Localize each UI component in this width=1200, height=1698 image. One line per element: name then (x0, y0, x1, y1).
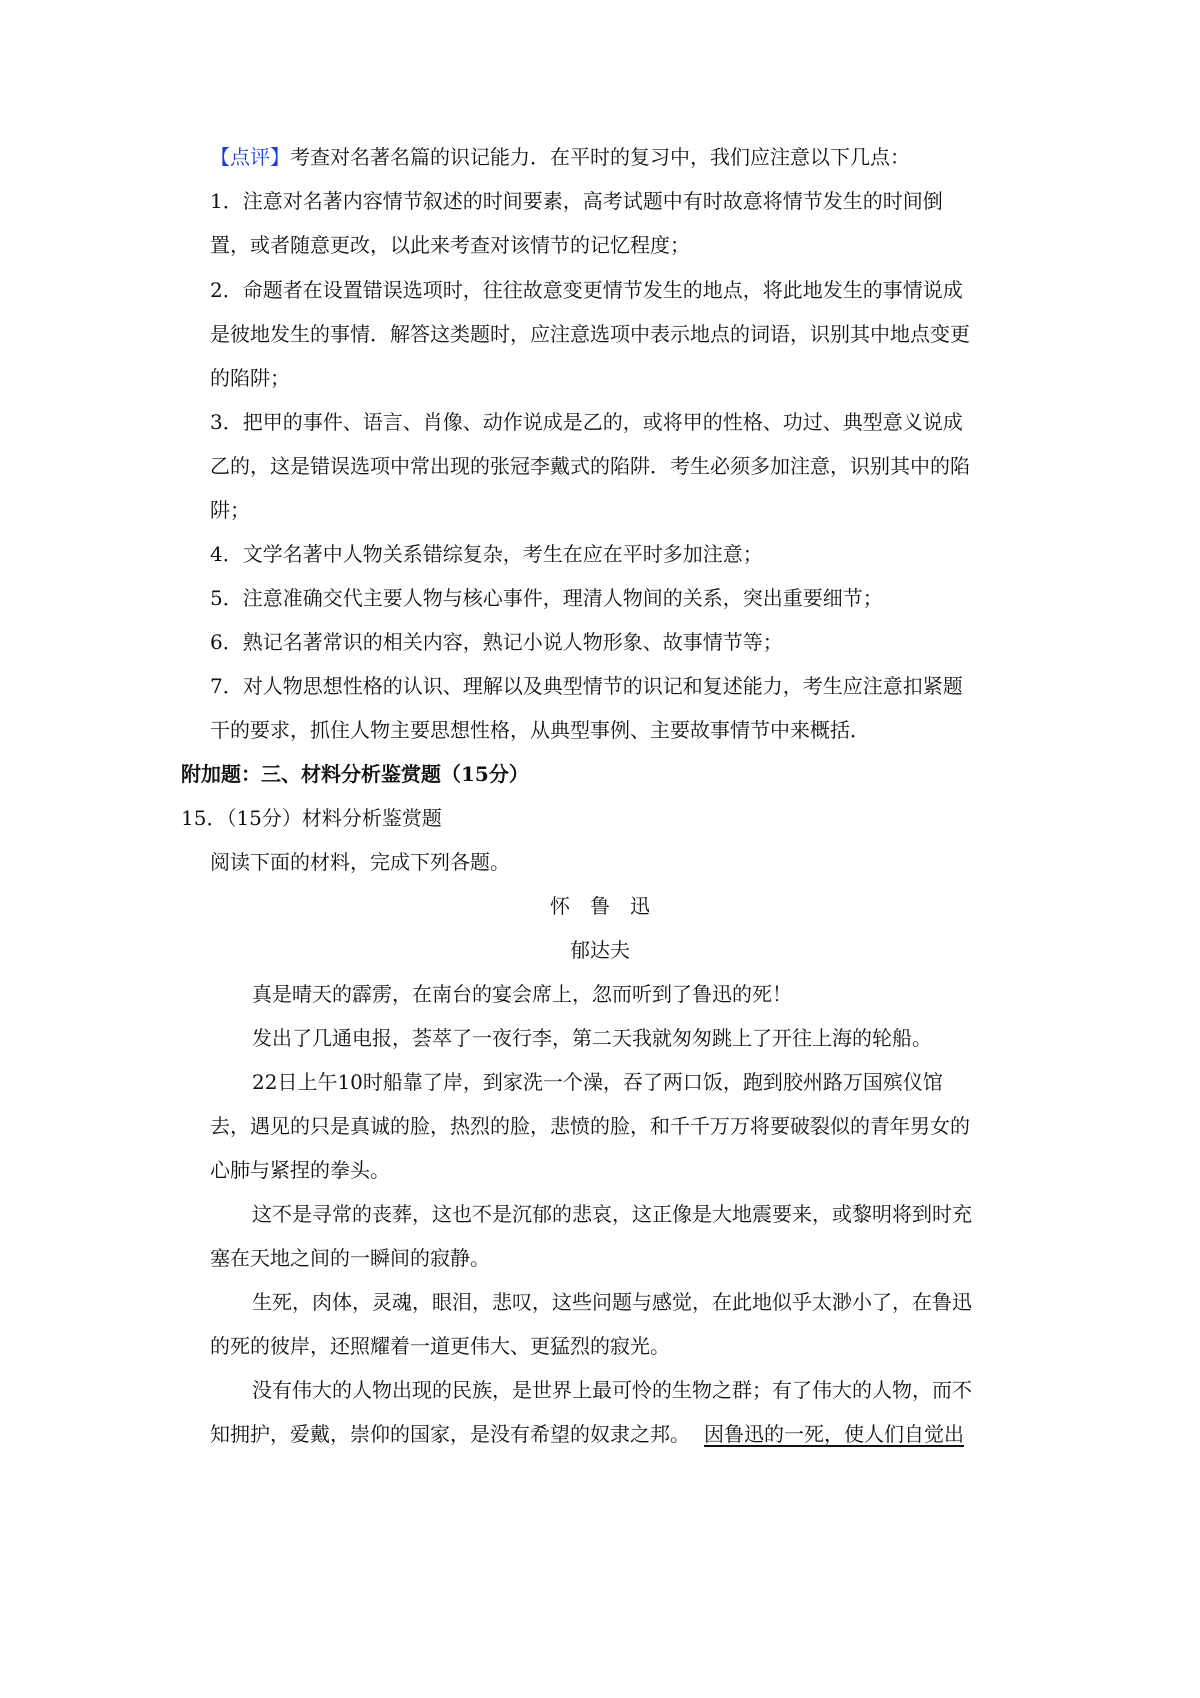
review-intro: 考查对名著名篇的识记能力．在平时的复习中，我们应注意以下几点： (290, 145, 910, 169)
article-paragraph-6-text: 知拥护，爱戴，崇仰的国家，是没有希望的奴隶之邦。 (210, 1422, 690, 1446)
article-paragraph-3-line-3: 心肺与紧捏的拳头。 (210, 1158, 390, 1182)
article-paragraph-1: 真是晴天的霹雳，在南台的宴会席上，忽而听到了鲁迅的死！ (252, 982, 792, 1006)
review-item-3-line-2: 乙的，这是错误选项中常出现的张冠李戴式的陷阱．考生必须多加注意，识别其中的陷 (210, 454, 970, 478)
review-item-3-line-1: 3．把甲的事件、语言、肖像、动作说成是乙的，或将甲的性格、功过、典型意义说成 (210, 410, 963, 434)
review-item-7-line-1: 7．对人物思想性格的认识、理解以及典型情节的识记和复述能力，考生应注意扣紧题 (210, 674, 963, 698)
review-item-2-line-1: 2．命题者在设置错误选项时，往往故意变更情节发生的地点，将此地发生的事情说成 (210, 278, 963, 302)
review-item-2-line-2: 是彼地发生的事情．解答这类题时，应注意选项中表示地点的词语，识别其中地点变更 (210, 322, 970, 346)
article-paragraph-6-line-1: 没有伟大的人物出现的民族，是世界上最可怜的生物之群；有了伟大的人物，而不 (252, 1378, 972, 1402)
article-paragraph-5-line-1: 生死，肉体，灵魂，眼泪，悲叹，这些问题与感觉，在此地似乎太渺小了，在鲁迅 (252, 1290, 972, 1314)
review-tag-open: 【 (210, 145, 230, 169)
review-intro-line (210, 143, 910, 171)
question-stem: 15．（15分）材料分析鉴赏题 (181, 806, 442, 830)
review-item-4-line-1: 4．文学名著中人物关系错综复杂，考生在应在平时多加注意； (210, 542, 763, 566)
article-title: 怀 鲁 迅 (550, 894, 650, 918)
review-item-7-line-2: 干的要求，抓住人物主要思想性格，从典型事例、主要故事情节中来概括． (210, 718, 870, 742)
article-paragraph-2: 发出了几通电报，荟萃了一夜行李，第二天我就匆匆跳上了开往上海的轮船。 (252, 1026, 932, 1050)
review-item-1-line-2: 置，或者随意更改，以此来考查对该情节的记忆程度； (210, 233, 690, 257)
review-tag-close: 】 (270, 145, 290, 169)
underlined-question-passage: 因鲁迅的一死，使人们自觉出 (704, 1422, 964, 1446)
review-item-3-line-3: 阱； (210, 498, 250, 522)
review-item-1-line-1: 1．注意对名著内容情节叙述的时间要素，高考试题中有时故意将情节发生的时间倒 (210, 189, 943, 213)
article-paragraph-6-line-2 (210, 1420, 964, 1448)
article-paragraph-4-line-2: 塞在天地之间的一瞬间的寂静。 (210, 1246, 490, 1270)
article-paragraph-5-line-2: 的死的彼岸，还照耀着一道更伟大、更猛烈的寂光。 (210, 1334, 670, 1358)
question-instruction: 阅读下面的材料，完成下列各题。 (210, 850, 510, 874)
review-item-5-line-1: 5．注意准确交代主要人物与核心事件，理清人物间的关系，突出重要细节； (210, 586, 883, 610)
section-heading: 附加题：三、材料分析鉴赏题（15分） (181, 762, 529, 786)
review-item-6-line-1: 6．熟记名著常识的相关内容，熟记小说人物形象、故事情节等； (210, 630, 783, 654)
article-author: 郁达夫 (570, 938, 630, 962)
article-paragraph-3-line-2: 去，遇见的只是真诚的脸，热烈的脸，悲愤的脸，和千千万万将要破裂似的青年男女的 (210, 1114, 970, 1138)
review-tag: 点评 (230, 145, 270, 169)
review-item-2-line-3: 的陷阱； (210, 366, 290, 390)
article-paragraph-3-line-1: 22日上午10时船靠了岸，到家洗一个澡，吞了两口饭，跑到胶州路万国殡仪馆 (252, 1070, 943, 1094)
article-paragraph-4-line-1: 这不是寻常的丧葬，这也不是沉郁的悲哀，这正像是大地震要来，或黎明将到时充 (252, 1202, 972, 1226)
